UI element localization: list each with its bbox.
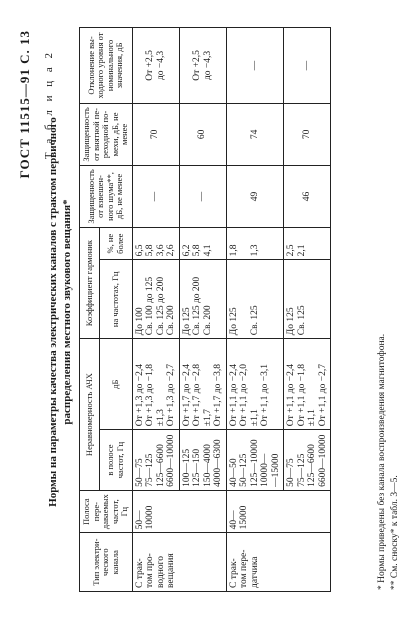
cell-freq: 40—50 50—125 125—10000 10000— —15000 xyxy=(226,430,284,491)
header-channel-type: Тип электри-ческого канала xyxy=(80,533,133,592)
cell-harmonic-pct: 1,8 1,3 xyxy=(226,228,284,260)
standard-code: ГОСТ 11515—91 С. 13 xyxy=(17,30,32,179)
header-noise-protection: Защищенность от взвешен-ного шума**, дБ, не менее xyxy=(80,165,133,227)
cell-harmonic-freq: До 125 Св. 125 до 200 Св. 200 xyxy=(179,260,226,339)
cell-noise-protection: 49 xyxy=(226,165,284,227)
cell-crosstalk: 74 xyxy=(226,103,284,165)
table-row xyxy=(132,28,179,592)
cell-crosstalk: 70 xyxy=(132,103,179,165)
rotated-table-page xyxy=(9,12,409,612)
table-title-line-1: Нормы на параметры качества электрических каналов с трактом первичного xyxy=(47,117,59,507)
header-freq-sub: на частотах, Гц xyxy=(99,260,132,339)
cell-band: 50—10000 xyxy=(132,490,226,532)
cell-channel-type: С трак- том пере- датчика xyxy=(226,533,331,592)
header-pct-sub: %, не более xyxy=(99,228,132,260)
header-frequency-band: Полоса пере-даваемых частот, Гц xyxy=(80,490,133,532)
header-nonuniformity: Неравномерность АЧХ xyxy=(80,339,100,491)
cell-deviation: — xyxy=(226,28,284,104)
cell-harmonic-pct: 6,5 5,8 3,6 2,6 xyxy=(132,228,179,260)
cell-deviation: От +2,5 до −4,3 xyxy=(179,28,226,104)
table-row xyxy=(226,28,284,592)
cell-freq: 100—125 125—150 150—4000 4000—6300 xyxy=(179,430,226,491)
quality-norms-table xyxy=(79,27,331,592)
header-row-1 xyxy=(80,28,100,592)
footnote-1: * Нормы приведены без канала воспроизведения магнитофона. xyxy=(377,333,387,590)
cell-db: От +1,7 до −2,4 От +1,7 до −2,8 ±1,7 От +1,7 до −3,8 xyxy=(179,339,226,430)
cell-harmonic-pct: 2,5 2,1 xyxy=(284,228,331,260)
cell-harmonic-freq: До 125 Св. 125 xyxy=(284,260,331,339)
cell-harmonic-pct: 6,2 5,8 4,1 xyxy=(179,228,226,260)
cell-deviation: — xyxy=(284,28,331,104)
cell-freq: 50—75 75—125 125—6600 6600—10000 xyxy=(132,430,179,491)
footnote-2: ** См. сноску* к табл. 3—5. xyxy=(390,475,400,590)
cell-freq: 50—75 75—125 125—6600 6600—10000 xyxy=(284,430,331,491)
cell-db: От +1,3 до −2,4 От +1,3 до −1,8 ±1,3 От +1,3 до −2,7 xyxy=(132,339,179,430)
cell-harmonic-freq: До 100 Св. 100 до 125 Св. 125 до 200 Св. 200 xyxy=(132,260,179,339)
cell-db: От +1,1 до −2,4 От +1,1 до −1,8 ±1,1 От +1,1 до −2,7 xyxy=(284,339,331,430)
cell-noise-protection: — xyxy=(132,165,179,227)
cell-noise-protection: — xyxy=(179,165,226,227)
header-harmonic-coefficient: Коэффициент гармоник xyxy=(80,228,100,339)
header-level-deviation: Отклонение вы-ходного уровня от номинального значения, дБ xyxy=(80,28,133,104)
table-title-line-2: распределения местного звукового вещания* xyxy=(61,199,73,425)
cell-channel-type: С трак- том про- водного вещания xyxy=(132,533,226,592)
cell-band: 40—15000 xyxy=(226,490,331,532)
cell-harmonic-freq: До 125 Св. 125 xyxy=(226,260,284,339)
cell-crosstalk: 60 xyxy=(179,103,226,165)
cell-db: От +1,1 до −2,4 От +1,1 до −2,0 ±1,1 От +1,1 до −3,1 xyxy=(226,339,284,430)
cell-crosstalk: 70 xyxy=(284,103,331,165)
header-crosstalk-protection: Защищенность от внятной пе-реходной по-мехи, дБ, не менее xyxy=(80,103,133,165)
cell-deviation: От +2,5 до −4,3 xyxy=(132,28,179,104)
cell-noise-protection: 46 xyxy=(284,165,331,227)
table-label: Т а б л и ц а 2 xyxy=(43,50,55,160)
header-band-sub: в полосе частот, Гц xyxy=(99,430,132,491)
header-db-sub: дБ xyxy=(99,339,132,430)
